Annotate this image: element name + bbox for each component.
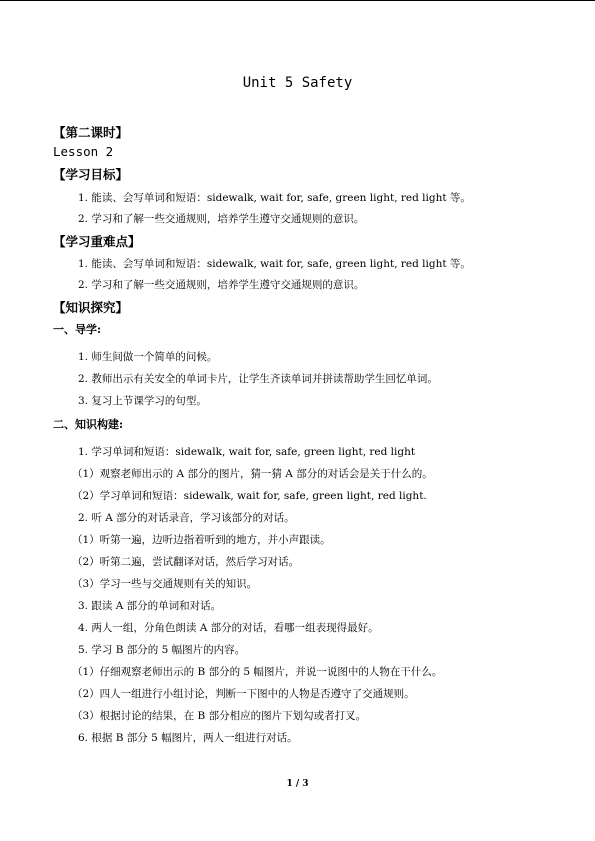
build-item: 3. 跟读 A 部分的单词和对话。	[78, 600, 222, 612]
document-title: Unit 5 Safety	[242, 75, 353, 91]
build-item: （1）仔细观察老师出示的 B 部分的 5 幅图片，并说一说图中的人物在干什么。	[72, 666, 443, 678]
guide-item: 2. 教师出示有关安全的单词卡片，让学生齐读单词并拼读帮助学生回忆单词。	[78, 373, 438, 385]
guide-item: 3. 复习上节课学习的句型。	[78, 395, 207, 407]
build-item: （2）四人一组进行小组讨论，判断一下图中的人物是否遵守了交通规则。	[72, 688, 415, 700]
build-item: （1）观察老师出示的 A 部分的图片，猜一猜 A 部分的对话会是关于什么的。	[72, 468, 433, 480]
period-heading: 【第二课时】	[53, 125, 129, 140]
build-item: （3）学习一些与交通规则有关的知识。	[72, 578, 258, 590]
objective-item: 2. 学习和了解一些交通规则，培养学生遵守交通规则的意识。	[78, 213, 365, 225]
build-item: （3）根据讨论的结果，在 B 部分相应的图片下划勾或者打叉。	[72, 710, 367, 722]
key-point-item: 1. 能读、会写单词和短语：sidewalk, wait for, safe, green light, red light 等。	[78, 258, 471, 270]
guide-heading: 一、导学:	[53, 323, 102, 336]
build-item: （2）听第二遍，尝试翻译对话，然后学习对话。	[72, 556, 300, 568]
objectives-heading: 【学习目标】	[53, 167, 129, 182]
explore-heading: 【知识探究】	[53, 300, 129, 315]
build-item: （2）学习单词和短语：sidewalk, wait for, safe, green light, red light.	[72, 490, 427, 502]
guide-item: 1. 师生间做一个简单的问候。	[78, 351, 218, 363]
objective-item: 1. 能读、会写单词和短语：sidewalk, wait for, safe, green light, red light 等。	[78, 192, 471, 204]
build-item: （1）听第一遍，边听边指着听到的地方，并小声跟读。	[72, 534, 331, 546]
key-point-item: 2. 学习和了解一些交通规则，培养学生遵守交通规则的意识。	[78, 279, 365, 291]
key-points-heading: 【学习重难点】	[53, 234, 141, 249]
build-item: 2. 听 A 部分的对话录音，学习该部分的对话。	[78, 512, 295, 524]
build-item: 5. 学习 B 部分的 5 幅图片的内容。	[78, 644, 246, 656]
lesson-label: Lesson 2	[53, 144, 114, 159]
build-heading: 二、知识构建:	[53, 418, 124, 431]
build-item: 6. 根据 B 部分 5 幅图片，两人一组进行对话。	[78, 732, 298, 744]
build-item: 1. 学习单词和短语：sidewalk, wait for, safe, green light, red light	[78, 446, 416, 458]
page-number: 1 / 3	[286, 779, 309, 789]
build-item: 4. 两人一组，分角色朗读 A 部分的对话，看哪一组表现得最好。	[78, 622, 379, 634]
top-rule	[0, 0, 595, 1]
